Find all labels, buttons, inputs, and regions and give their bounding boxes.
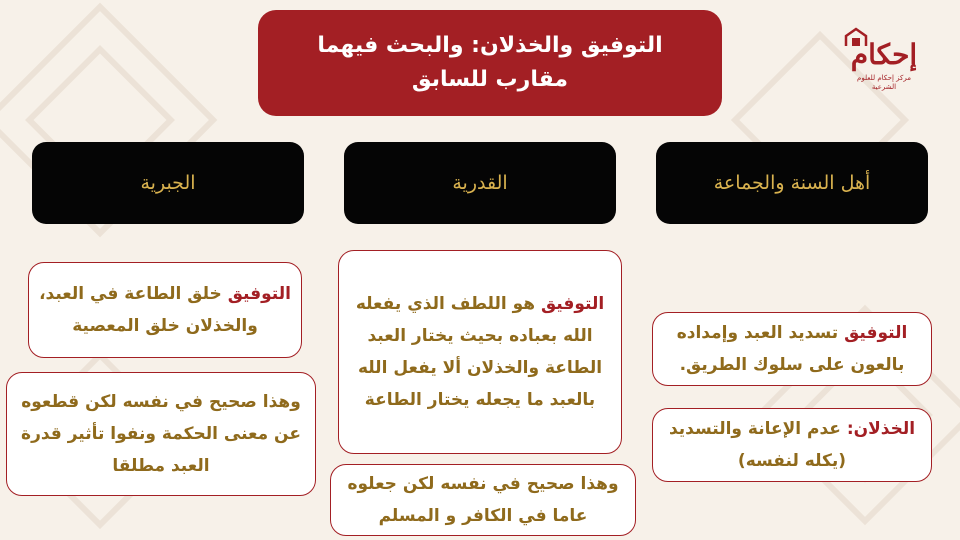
logo [842,22,928,94]
term-tawfiq: التوفيق [540,294,605,314]
term-khidhlan: الخذلان: [846,419,916,439]
definition-text: عدم الإعانة والتسديد (يكله لنفسه) [668,419,847,471]
header-sunnah [656,142,928,224]
logo-subtitle: مركز إحكام للعلوم الشرعية [857,74,911,91]
header-sunnah-text: أهل السنة والجماعة [713,172,871,194]
card-jabriyya-definition [28,262,302,358]
header-jabriyya-text: الجبرية [140,172,196,194]
slide-title-text: التوفيق والخذلان: والبحث فيهما مقارب للسابق [317,33,663,92]
definition-text: تسديد العبد وإمداده بالعون على سلوك الطريق. [676,323,905,375]
header-jabriyya [32,142,304,224]
header-qadariyya [344,142,616,224]
card-qadariyya-critique [330,464,636,536]
term-tawfiq: التوفيق [227,284,291,304]
card-sunnah-khidhlan [652,408,932,482]
slide-title [258,10,722,116]
term-tawfiq: التوفيق [844,323,908,343]
card-qadariyya-definition [338,250,622,454]
card-jabriyya-critique [6,372,316,496]
header-qadariyya-text: القدرية [452,172,508,194]
definition-text: هو اللطف الذي يفعله الله بعباده بحيث يختار العبد الطاعة والخذلان ألا يفعل الله بالعبد ما يجعله يختار الطاعة [355,294,603,410]
card-sunnah-tawfiq [652,312,932,386]
critique-text: وهذا صحيح في نفسه لكن قطعوه عن معنى الحكمة ونفوا تأثير قدرة العبد مطلقا [21,392,301,476]
definition-text: خلق الطاعة في العبد، والخذلان خلق المعصية [39,284,258,336]
logo-word: إحكام [850,38,918,71]
critique-text: وهذا صحيح في نفسه لكن جعلوه عاما في الكافر و المسلم [347,474,619,526]
